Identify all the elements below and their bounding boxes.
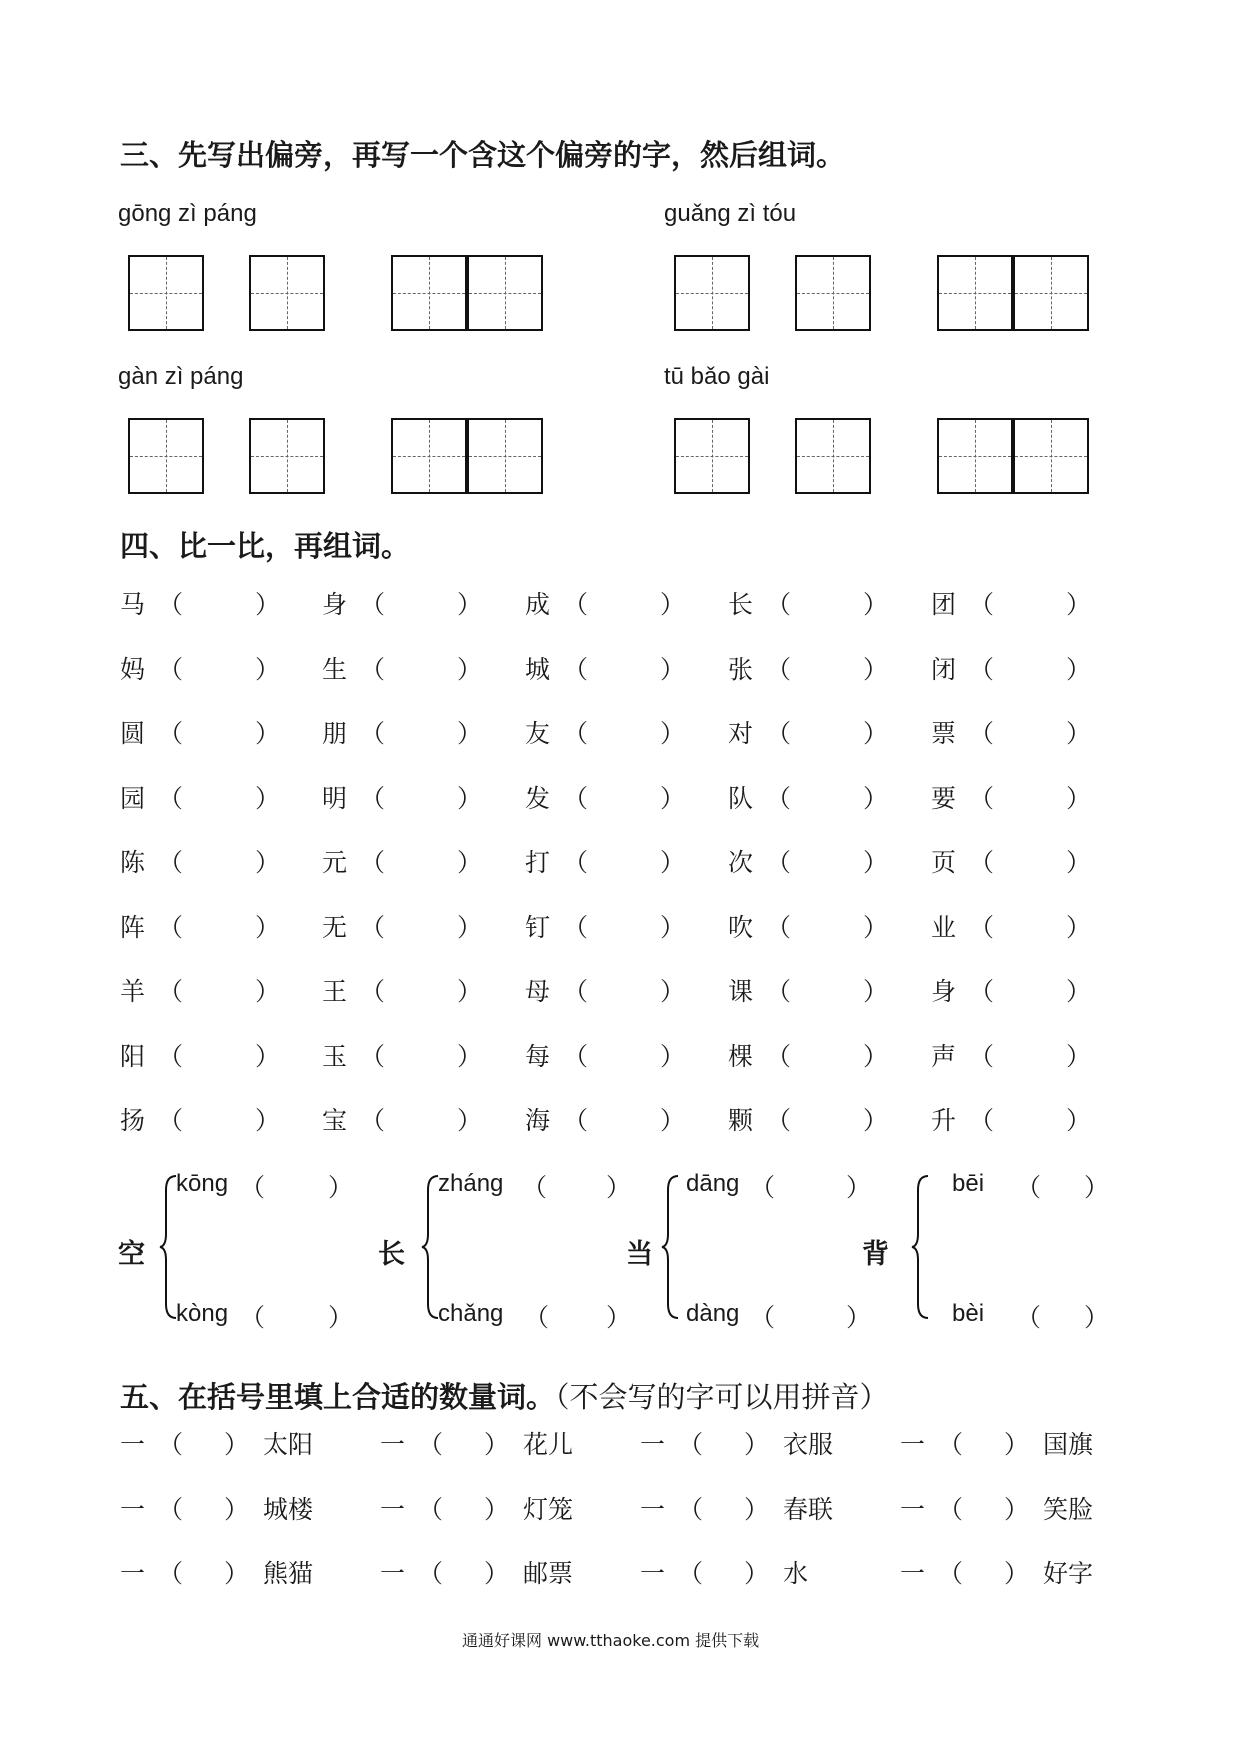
pinyin-reading: kōng <box>176 1170 229 1197</box>
one-prefix: 一 <box>380 1559 406 1588</box>
open-paren: （ <box>766 783 792 813</box>
compare-char: 生 <box>322 654 348 684</box>
radical-box[interactable] <box>128 255 204 331</box>
open-paren: （ <box>678 1559 704 1588</box>
character-box[interactable] <box>249 418 325 494</box>
one-prefix: 一 <box>900 1559 926 1588</box>
open-paren: （ <box>563 1106 589 1135</box>
open-paren: （ <box>563 654 589 684</box>
noun-word: 水 <box>783 1559 809 1588</box>
noun-word: 好字 <box>1043 1559 1094 1588</box>
pinyin-reading: zháng <box>438 1170 504 1197</box>
compare-char: 羊 <box>120 977 146 1006</box>
open-paren: （ <box>750 1173 776 1202</box>
compare-char: 闭 <box>931 654 957 684</box>
polyphone-char: 空 <box>118 1239 145 1270</box>
pinyin-reading: chǎng <box>438 1300 504 1327</box>
open-paren: （ <box>158 912 184 942</box>
open-paren: （ <box>969 654 995 684</box>
open-paren: （ <box>969 719 995 748</box>
open-paren: （ <box>1016 1173 1042 1202</box>
section4-title <box>120 524 410 565</box>
word-box[interactable] <box>467 418 543 494</box>
character-box[interactable] <box>249 255 325 331</box>
close-paren: ） <box>1066 912 1092 942</box>
compare-char: 课 <box>728 977 754 1006</box>
open-paren: （ <box>563 1041 589 1071</box>
close-paren: ） <box>1066 1106 1092 1135</box>
one-prefix: 一 <box>120 1430 146 1459</box>
compare-char: 元 <box>322 848 348 877</box>
open-paren: （ <box>418 1494 444 1524</box>
close-paren: ） <box>457 912 483 942</box>
pinyin-reading: bēi <box>952 1170 985 1197</box>
compare-char: 票 <box>931 719 957 748</box>
open-paren: （ <box>563 719 589 748</box>
word-box[interactable] <box>1013 255 1089 331</box>
compare-char: 棵 <box>728 1041 754 1071</box>
compare-char: 升 <box>931 1106 957 1135</box>
open-paren: （ <box>678 1430 704 1459</box>
compare-char: 声 <box>931 1041 957 1071</box>
compare-char: 业 <box>931 912 957 942</box>
pinyin-reading: dàng <box>686 1300 740 1327</box>
compare-char: 玉 <box>322 1041 348 1071</box>
open-paren: （ <box>158 1494 184 1524</box>
open-paren: （ <box>969 783 995 813</box>
open-paren: （ <box>158 590 184 619</box>
close-paren: ） <box>1084 1173 1110 1202</box>
open-paren: （ <box>969 977 995 1006</box>
word-box[interactable] <box>937 255 1013 331</box>
close-paren: ） <box>457 977 483 1006</box>
open-paren: （ <box>969 1041 995 1071</box>
footer-credit: 通通好课网 www.tthaoke.com 提供下载 <box>462 1631 760 1650</box>
pinyin-label: tū bǎo gài <box>664 363 770 390</box>
compare-char: 妈 <box>120 654 146 684</box>
answer-blank[interactable] <box>250 1170 330 1198</box>
compare-char: 圆 <box>120 719 146 748</box>
section4-title-text: 四、比一比，再组词。 <box>120 529 411 563</box>
radical-box[interactable] <box>674 418 750 494</box>
open-paren: （ <box>969 1106 995 1135</box>
close-paren: ） <box>660 783 686 813</box>
open-paren: （ <box>563 783 589 813</box>
close-paren: ） <box>744 1559 770 1588</box>
open-paren: （ <box>522 1173 548 1202</box>
close-paren: ） <box>1066 977 1092 1006</box>
open-paren: （ <box>360 977 386 1006</box>
open-paren: （ <box>240 1303 266 1332</box>
open-paren: （ <box>1016 1303 1042 1332</box>
noun-word: 灯笼 <box>523 1494 574 1524</box>
open-paren: （ <box>563 912 589 942</box>
compare-char: 身 <box>931 977 957 1006</box>
open-paren: （ <box>360 654 386 684</box>
close-paren: ） <box>660 1106 686 1135</box>
compare-char: 对 <box>728 719 754 748</box>
close-paren: ） <box>863 1041 889 1071</box>
open-paren: （ <box>938 1559 964 1588</box>
noun-word: 国旗 <box>1043 1430 1094 1459</box>
open-paren: （ <box>158 1559 184 1588</box>
close-paren: ） <box>660 590 686 619</box>
open-paren: （ <box>563 848 589 877</box>
compare-char: 团 <box>931 590 957 619</box>
pinyin-label: guǎng zì tóu <box>664 200 797 227</box>
noun-word: 熊猫 <box>263 1559 314 1588</box>
noun-word: 太阳 <box>263 1430 314 1459</box>
word-box[interactable] <box>937 418 1013 494</box>
close-paren: ） <box>255 783 281 813</box>
compare-char: 无 <box>322 912 348 942</box>
open-paren: （ <box>240 1173 266 1202</box>
open-paren: （ <box>158 1106 184 1135</box>
one-prefix: 一 <box>640 1559 666 1588</box>
close-paren: ） <box>863 977 889 1006</box>
noun-word: 花儿 <box>523 1430 574 1459</box>
open-paren: （ <box>158 848 184 877</box>
word-box[interactable] <box>1013 418 1089 494</box>
close-paren: ） <box>660 977 686 1006</box>
close-paren: ） <box>255 590 281 619</box>
word-box[interactable] <box>391 255 467 331</box>
close-paren: ） <box>457 848 483 877</box>
close-paren: ） <box>1066 783 1092 813</box>
compare-char: 要 <box>931 783 957 813</box>
close-paren: ） <box>457 783 483 813</box>
open-paren: （ <box>750 1303 776 1332</box>
open-paren: （ <box>524 1303 550 1332</box>
open-paren: （ <box>158 654 184 684</box>
close-paren: ） <box>255 977 281 1006</box>
compare-char: 每 <box>525 1041 551 1071</box>
close-paren: ） <box>255 654 281 684</box>
compare-char: 吹 <box>728 912 754 942</box>
polyphone-char: 长 <box>378 1239 405 1270</box>
close-paren: ） <box>660 719 686 748</box>
compare-char: 母 <box>525 977 551 1006</box>
compare-char: 朋 <box>322 719 348 748</box>
close-paren: ） <box>255 912 281 942</box>
close-paren: ） <box>1004 1430 1030 1459</box>
compare-char: 友 <box>525 719 551 748</box>
close-paren: ） <box>484 1430 510 1459</box>
pinyin-reading: kòng <box>176 1300 229 1327</box>
compare-char: 页 <box>931 848 957 877</box>
close-paren: ） <box>660 912 686 942</box>
close-paren: ） <box>863 590 889 619</box>
character-box[interactable] <box>795 255 871 331</box>
answer-blank[interactable] <box>528 1300 608 1328</box>
open-paren: （ <box>766 590 792 619</box>
compare-char: 陈 <box>120 848 146 877</box>
open-paren: （ <box>563 590 589 619</box>
noun-word: 春联 <box>783 1494 834 1524</box>
open-paren: （ <box>360 848 386 877</box>
close-paren: ） <box>863 783 889 813</box>
close-paren: ） <box>1066 654 1092 684</box>
open-paren: （ <box>766 654 792 684</box>
open-paren: （ <box>158 1041 184 1071</box>
compare-char: 阵 <box>120 912 146 942</box>
close-paren: ） <box>744 1430 770 1459</box>
close-paren: ） <box>660 654 686 684</box>
close-paren: ） <box>846 1303 872 1332</box>
open-paren: （ <box>360 719 386 748</box>
open-paren: （ <box>766 848 792 877</box>
noun-word: 笑脸 <box>1043 1494 1094 1524</box>
close-paren: ） <box>255 848 281 877</box>
radical-box[interactable] <box>128 418 204 494</box>
close-paren: ） <box>484 1559 510 1588</box>
one-prefix: 一 <box>120 1494 146 1524</box>
open-paren: （ <box>766 1106 792 1135</box>
close-paren: ） <box>606 1303 632 1332</box>
answer-blank[interactable] <box>768 1170 848 1198</box>
open-paren: （ <box>766 1041 792 1071</box>
open-paren: （ <box>418 1559 444 1588</box>
open-paren: （ <box>158 977 184 1006</box>
open-paren: （ <box>158 783 184 813</box>
pinyin-reading: bèi <box>952 1300 985 1327</box>
compare-char: 园 <box>120 783 146 813</box>
close-paren: ） <box>863 848 889 877</box>
word-box[interactable] <box>391 418 467 494</box>
polyphone-char: 当 <box>626 1239 653 1270</box>
compare-char: 宝 <box>322 1106 348 1135</box>
close-paren: ） <box>224 1494 250 1524</box>
close-paren: ） <box>1066 1041 1092 1071</box>
brace-icon <box>910 1172 932 1322</box>
open-paren: （ <box>360 783 386 813</box>
close-paren: ） <box>1066 590 1092 619</box>
noun-word: 衣服 <box>783 1430 834 1459</box>
open-paren: （ <box>766 719 792 748</box>
noun-word: 城楼 <box>263 1494 314 1524</box>
close-paren: ） <box>457 1041 483 1071</box>
brace-icon <box>660 1172 682 1322</box>
polyphone-char: 背 <box>862 1239 889 1270</box>
open-paren: （ <box>360 912 386 942</box>
close-paren: ） <box>1066 848 1092 877</box>
compare-char: 马 <box>120 590 146 619</box>
one-prefix: 一 <box>900 1430 926 1459</box>
open-paren: （ <box>969 912 995 942</box>
close-paren: ） <box>1004 1559 1030 1588</box>
pinyin-label: gōng zì páng <box>118 200 257 227</box>
close-paren: ） <box>328 1303 354 1332</box>
answer-blank[interactable] <box>1006 1170 1086 1198</box>
close-paren: ） <box>457 590 483 619</box>
open-paren: （ <box>360 1106 386 1135</box>
one-prefix: 一 <box>120 1559 146 1588</box>
open-paren: （ <box>969 590 995 619</box>
compare-char: 张 <box>728 654 754 684</box>
compare-char: 海 <box>525 1106 551 1135</box>
open-paren: （ <box>158 1430 184 1459</box>
section5-note: （不会写的字可以用拼音） <box>555 1380 889 1414</box>
close-paren: ） <box>255 1041 281 1071</box>
compare-char: 长 <box>728 590 754 619</box>
compare-char: 颗 <box>728 1106 754 1135</box>
answer-blank[interactable] <box>528 1170 608 1198</box>
answer-blank[interactable] <box>768 1300 848 1328</box>
pinyin-reading: dāng <box>686 1170 740 1197</box>
character-box[interactable] <box>795 418 871 494</box>
close-paren: ） <box>846 1173 872 1202</box>
compare-char: 阳 <box>120 1041 146 1071</box>
compare-char: 成 <box>525 590 551 619</box>
open-paren: （ <box>969 848 995 877</box>
open-paren: （ <box>766 977 792 1006</box>
close-paren: ） <box>744 1494 770 1524</box>
close-paren: ） <box>863 912 889 942</box>
compare-char: 次 <box>728 848 754 877</box>
pinyin-label: gàn zì páng <box>118 363 244 390</box>
close-paren: ） <box>863 1106 889 1135</box>
noun-word: 邮票 <box>523 1559 574 1588</box>
compare-char: 城 <box>525 654 551 684</box>
one-prefix: 一 <box>640 1430 666 1459</box>
close-paren: ） <box>1084 1303 1110 1332</box>
close-paren: ） <box>863 654 889 684</box>
section5-title <box>120 1375 889 1416</box>
close-paren: ） <box>484 1494 510 1524</box>
close-paren: ） <box>457 1106 483 1135</box>
compare-char: 钉 <box>525 912 551 942</box>
one-prefix: 一 <box>900 1494 926 1524</box>
one-prefix: 一 <box>380 1430 406 1459</box>
close-paren: ） <box>224 1430 250 1459</box>
radical-box[interactable] <box>674 255 750 331</box>
one-prefix: 一 <box>380 1494 406 1524</box>
open-paren: （ <box>938 1430 964 1459</box>
open-paren: （ <box>678 1494 704 1524</box>
close-paren: ） <box>457 719 483 748</box>
open-paren: （ <box>766 912 792 942</box>
close-paren: ） <box>328 1173 354 1202</box>
answer-blank[interactable] <box>250 1300 330 1328</box>
open-paren: （ <box>563 977 589 1006</box>
close-paren: ） <box>224 1559 250 1588</box>
section5-title-text: 五、在括号里填上合适的数量词。 <box>120 1380 556 1414</box>
open-paren: （ <box>360 590 386 619</box>
compare-char: 发 <box>525 783 551 813</box>
close-paren: ） <box>255 719 281 748</box>
section3-title <box>120 133 845 174</box>
compare-char: 队 <box>728 783 754 813</box>
open-paren: （ <box>938 1494 964 1524</box>
close-paren: ） <box>660 848 686 877</box>
open-paren: （ <box>158 719 184 748</box>
word-box[interactable] <box>467 255 543 331</box>
answer-blank[interactable] <box>1006 1300 1086 1328</box>
compare-char: 明 <box>322 783 348 813</box>
compare-char: 打 <box>525 848 551 877</box>
close-paren: ） <box>863 719 889 748</box>
close-paren: ） <box>606 1173 632 1202</box>
section3-title-text: 三、先写出偏旁，再写一个含这个偏旁的字，然后组词。 <box>120 138 846 172</box>
open-paren: （ <box>360 1041 386 1071</box>
compare-char: 扬 <box>120 1106 146 1135</box>
close-paren: ） <box>1066 719 1092 748</box>
one-prefix: 一 <box>640 1494 666 1524</box>
close-paren: ） <box>457 654 483 684</box>
close-paren: ） <box>660 1041 686 1071</box>
close-paren: ） <box>1004 1494 1030 1524</box>
compare-char: 王 <box>322 977 348 1006</box>
close-paren: ） <box>255 1106 281 1135</box>
open-paren: （ <box>418 1430 444 1459</box>
compare-char: 身 <box>322 590 348 619</box>
